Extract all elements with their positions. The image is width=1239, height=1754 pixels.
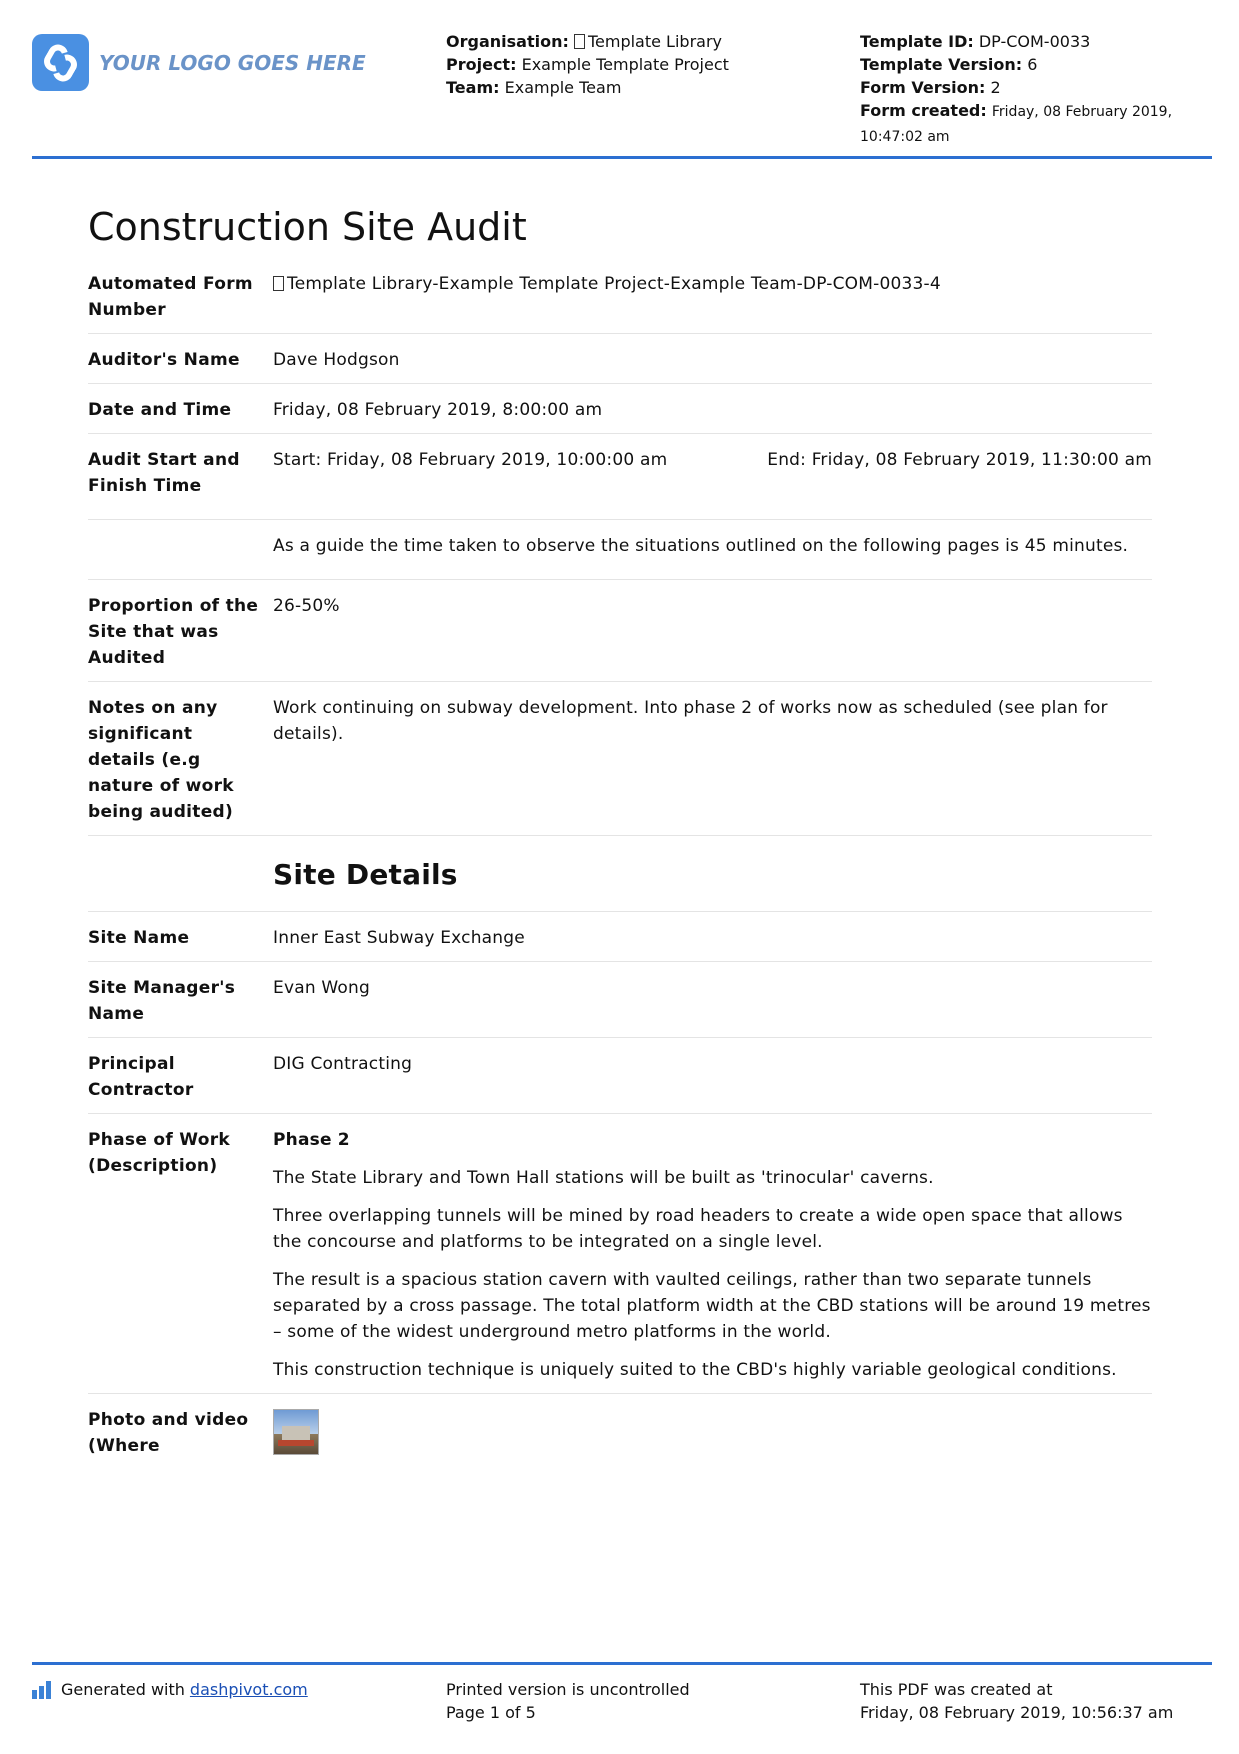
field-label: Proportion of the Site that was Audited <box>88 596 259 668</box>
field-label: Notes on any significant details (e.g nature of work being audited) <box>88 698 234 822</box>
placeholder-glyph-icon <box>273 276 284 291</box>
field-label: Phase of Work (Description) <box>88 1130 231 1176</box>
field-value <box>273 1127 1152 1383</box>
audit-form <box>88 268 1152 1479</box>
field-value: DIG Contracting <box>273 1054 413 1074</box>
organisation-line: Organisation: Template Library <box>446 32 722 51</box>
field-value: Template Library-Example Template Project-Example Team-DP-COM-0033-4 <box>273 271 1152 323</box>
team-line: Team: Example Team <box>446 78 622 97</box>
pdf-created: This PDF was created at Friday, 08 February 2019, 10:56:37 am <box>860 1680 1174 1722</box>
section-row <box>88 846 1152 912</box>
field-value <box>273 1407 1152 1459</box>
template-id-line: Template ID: DP-COM-0033 <box>860 32 1091 51</box>
form-row <box>88 394 1152 434</box>
form-row <box>88 1048 1152 1114</box>
field-value: Inner East Subway Exchange <box>273 928 525 948</box>
placeholder-glyph-icon <box>574 34 585 49</box>
page-title: Construction Site Audit <box>88 205 527 249</box>
field-label: Site Manager's Name <box>88 978 236 1024</box>
form-row <box>88 444 1152 520</box>
field-value: Work continuing on subway development. Into phase 2 of works now as scheduled (see plan for details). <box>273 698 1108 744</box>
section-heading: Site Details <box>273 858 458 891</box>
page-header <box>32 28 1212 156</box>
footer-divider <box>32 1662 1212 1665</box>
page-number: Page 1 of 5 <box>446 1703 536 1722</box>
guide-note: As a guide the time taken to observe the situations outlined on the following pages is 45 minutes. <box>273 536 1129 556</box>
form-row <box>88 692 1152 836</box>
header-template-info <box>860 30 1220 149</box>
form-created-line: Form created: Friday, 08 February 2019, 10:47:02 am <box>860 101 1173 145</box>
project-line: Project: Example Template Project <box>446 55 729 74</box>
field-label: Automated Form Number <box>88 274 253 320</box>
field-label: Site Name <box>88 928 190 948</box>
phase-paragraph: The result is a spacious station cavern with vaulted ceilings, rather than two separate tunnels separated by a cross passage. The total platform width at the CBD stations will be around 19 metres – some of the widest underground metro platforms in the world. <box>273 1270 1151 1342</box>
photo-thumbnail[interactable] <box>273 1409 319 1455</box>
field-value: Dave Hodgson <box>273 350 400 370</box>
form-row <box>88 590 1152 682</box>
field-label: Auditor's Name <box>88 350 240 370</box>
phase-paragraph: The State Library and Town Hall stations will be built as 'trinocular' caverns. <box>273 1168 934 1188</box>
field-label: Audit Start and Finish Time <box>88 450 240 496</box>
template-version-line: Template Version: 6 <box>860 55 1038 74</box>
logo <box>32 34 366 91</box>
form-row <box>88 922 1152 962</box>
dashpivot-link[interactable]: dashpivot.com <box>189 1680 308 1699</box>
header-divider <box>32 156 1212 159</box>
header-project-info <box>446 30 826 99</box>
form-row <box>88 1404 1152 1469</box>
phase-title: Phase 2 <box>273 1130 350 1150</box>
phase-paragraph: This construction technique is uniquely suited to the CBD's highly variable geological conditions. <box>273 1360 1117 1380</box>
form-row <box>88 530 1152 580</box>
audit-end: End: Friday, 08 February 2019, 11:30:00 am <box>767 450 1152 470</box>
logo-mark-icon <box>32 34 89 91</box>
print-notice: Printed version is uncontrolled Page 1 of 5 <box>446 1680 690 1722</box>
phase-paragraph: Three overlapping tunnels will be mined by road headers to create a wide open space that allows the concourse and platforms to be integrated on a single level. <box>273 1206 1123 1252</box>
form-row <box>88 1124 1152 1394</box>
field-value <box>273 447 1152 499</box>
form-row <box>88 972 1152 1038</box>
field-value: 26-50% <box>273 596 340 616</box>
audit-start: Start: Friday, 08 February 2019, 10:00:00 am <box>273 450 668 470</box>
field-value: Friday, 08 February 2019, 8:00:00 am <box>273 400 603 420</box>
dashpivot-bars-icon <box>32 1681 53 1699</box>
logo-text: YOUR LOGO GOES HERE <box>99 50 366 75</box>
form-row <box>88 344 1152 384</box>
field-value: Evan Wong <box>273 978 370 998</box>
field-label: Principal Contractor <box>88 1054 194 1100</box>
generated-with: Generated with dashpivot.com <box>32 1678 308 1701</box>
form-row <box>88 268 1152 334</box>
form-version-line: Form Version: 2 <box>860 78 1001 97</box>
field-label: Photo and video (Where <box>88 1410 249 1456</box>
field-label: Date and Time <box>88 400 232 420</box>
